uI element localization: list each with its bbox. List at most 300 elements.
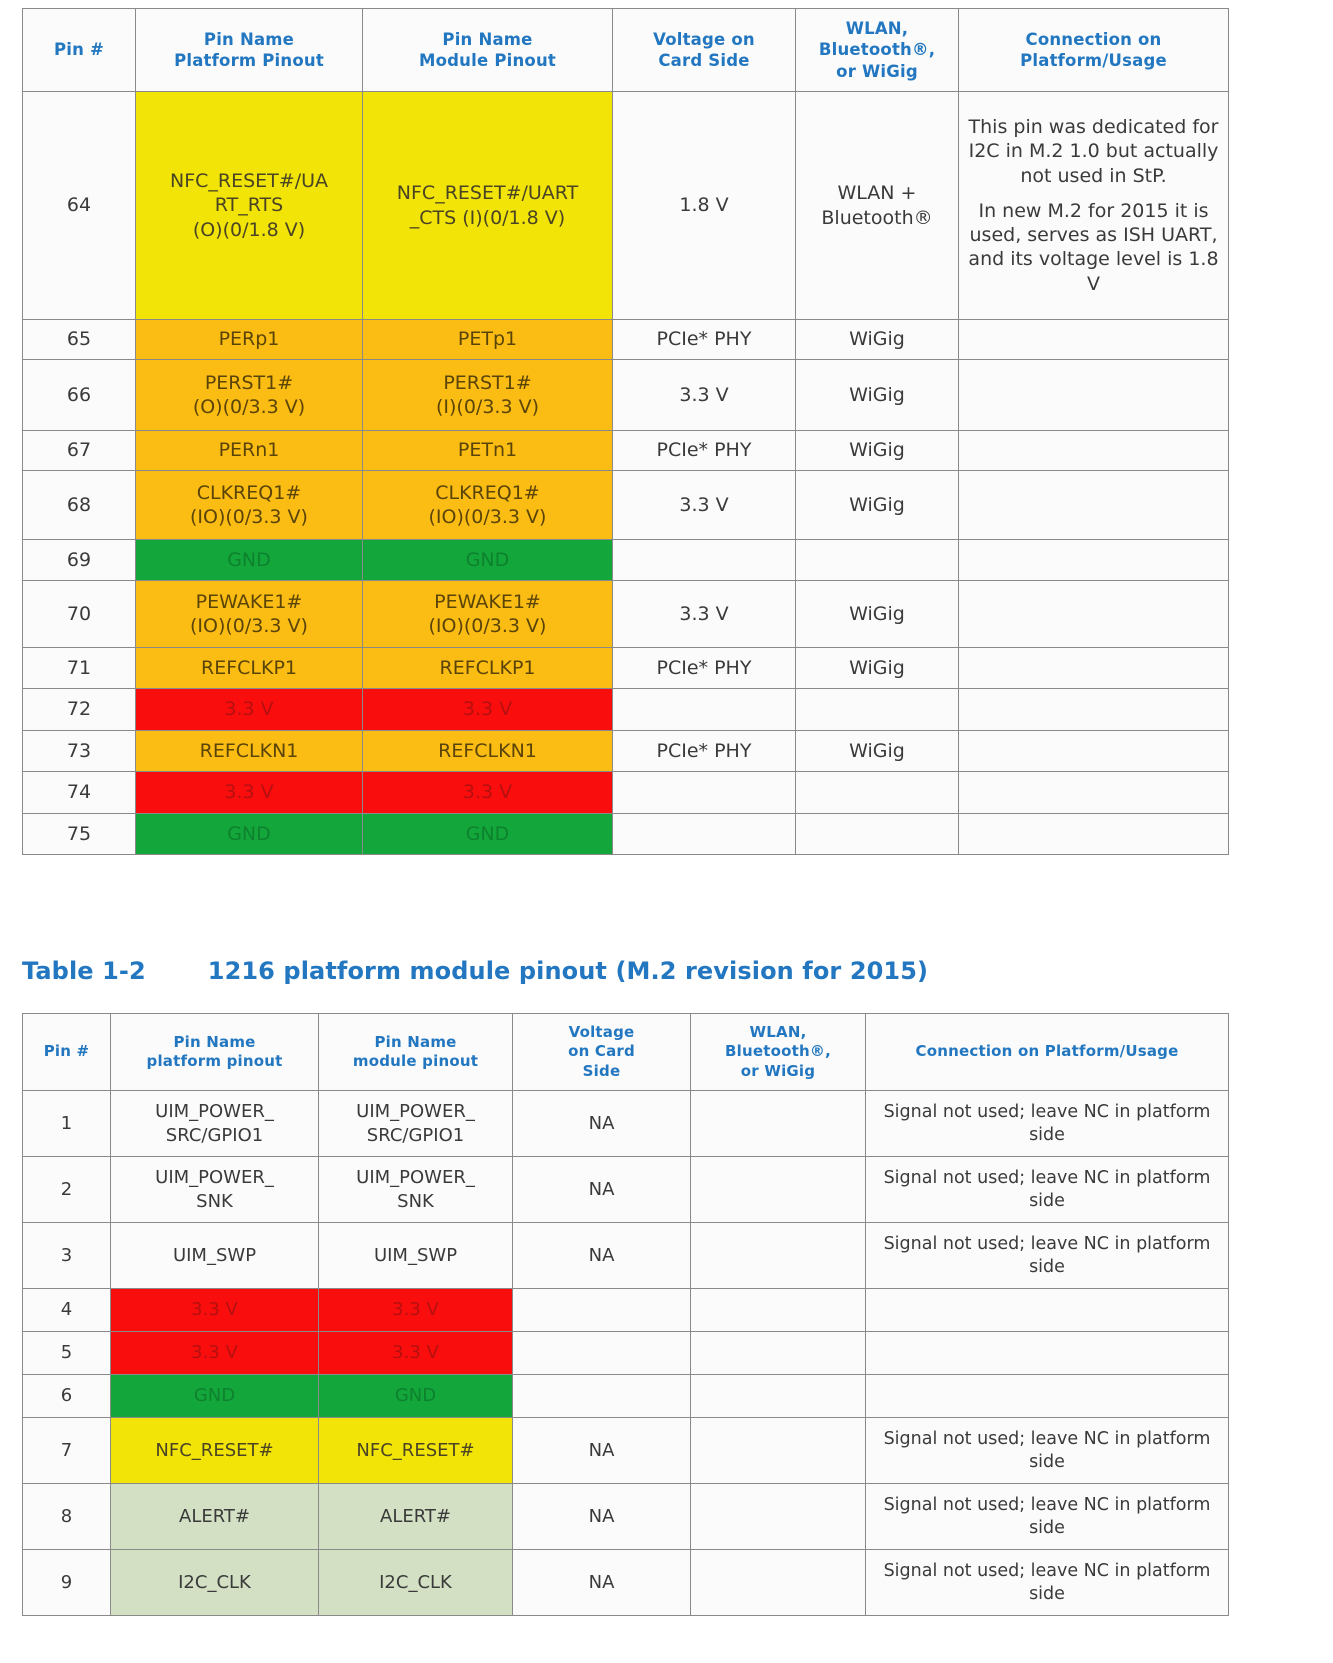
table-1-module-pin-name-line-0: PETp1: [457, 328, 518, 351]
table-1-column-header-3-line-0: Voltage on: [653, 29, 755, 49]
table-1-wlan-bt-wigig: [796, 540, 959, 581]
table-1-wlan-bt-wigig: WiGig: [796, 320, 959, 360]
table-1-body: [23, 92, 1229, 855]
pinout-table-2: [22, 1013, 1229, 1616]
table-1-connection-usage: [959, 431, 1229, 471]
table-1-pin-number: 66: [23, 360, 136, 431]
table-2-platform-pin-name-line-1: SRC/GPIO1: [165, 1124, 264, 1146]
table-1-connection-usage-paragraph-1: In new M.2 for 2015 it is used, serves as ISH UART, and its voltage level is 1.8 V: [968, 199, 1219, 295]
table-1-wlan-bt-wigig: [796, 92, 959, 320]
table-1-connection-usage: [959, 320, 1229, 360]
table-2-connection-usage: [866, 1157, 1229, 1223]
table-2-column-header-3-line-1: on Card: [568, 1042, 635, 1061]
table-1-module-pin-name-line-1: (IO)(0/3.3 V): [428, 615, 547, 637]
table-1-platform-pin-name-text: [140, 438, 358, 462]
table-1-platform-pin-name: [136, 581, 363, 648]
table-1-voltage: 3.3 V: [613, 471, 796, 540]
table-1-platform-pin-name-line-0: REFCLKN1: [199, 739, 299, 762]
table-1-module-pin-name-line-0: PETn1: [457, 439, 518, 462]
table-1-row: [23, 731, 1229, 772]
table-1-connection-usage: [959, 581, 1229, 648]
table-1-pin-number: 67: [23, 431, 136, 471]
table-2-platform-pin-name: [111, 1418, 319, 1484]
table-1-module-pin-name: [363, 540, 613, 581]
table-1-column-header-5-line-1: Platform/Usage: [1020, 51, 1167, 70]
table-1-platform-pin-name-line-1: (O)(0/3.3 V): [192, 396, 306, 418]
table-2-wlan-bt-wigig: [691, 1418, 866, 1484]
table-1-pin-number: 74: [23, 772, 136, 814]
table-2-module-pin-name: [319, 1484, 513, 1550]
table-1-voltage: PCIe* PHY: [613, 648, 796, 689]
table-1-module-pin-name: [363, 689, 613, 731]
table-2-module-pin-name-line-1: SNK: [397, 1190, 434, 1212]
table-2-connection-usage: [866, 1375, 1229, 1418]
table-1-platform-pin-name: [136, 320, 363, 360]
table-2-wlan-bt-wigig: [691, 1484, 866, 1550]
table-2-connection-usage: [866, 1332, 1229, 1375]
table-1-module-pin-name-line-0: PEWAKE1#: [434, 590, 541, 613]
table-2-connection-usage: [866, 1484, 1229, 1550]
table-1-voltage: PCIe* PHY: [613, 731, 796, 772]
table-2-column-header-3: [513, 1014, 691, 1091]
table-1-column-header-2: [363, 9, 613, 92]
table-2-platform-pin-name-line-0: UIM_SWP: [172, 1244, 257, 1266]
table-1-platform-pin-name-text: [140, 371, 358, 420]
table-1-row: [23, 689, 1229, 731]
table-2-column-header-0: [23, 1014, 111, 1091]
table-1-platform-pin-name-line-0: PERn1: [218, 439, 280, 462]
table-1-pin-number: 71: [23, 648, 136, 689]
table-2-module-pin-name: [319, 1375, 513, 1418]
table-2-module-pin-name-text: [323, 1166, 508, 1212]
table-1-pin-number: 72: [23, 689, 136, 731]
table-2-pin-number: 2: [23, 1157, 111, 1223]
pinout-table-1: [22, 8, 1229, 855]
table-1-wlan-bt-wigig: WiGig: [796, 360, 959, 431]
table-2-platform-pin-name-text: [115, 1384, 314, 1407]
table-2-column-header-4-line-1: Bluetooth®,: [725, 1042, 831, 1061]
table-2-platform-pin-name-line-0: 3.3 V: [191, 1342, 238, 1364]
table-1-platform-pin-name: [136, 814, 363, 855]
table-2-voltage: NA: [513, 1091, 691, 1157]
table-2-wlan-bt-wigig: [691, 1091, 866, 1157]
table-2-pin-number: 1: [23, 1091, 111, 1157]
table-2-platform-pin-name-line-0: UIM_POWER_: [155, 1167, 274, 1189]
table-1-module-pin-name-line-0: 3.3 V: [462, 698, 513, 721]
table-2-voltage: [513, 1375, 691, 1418]
table-2-platform-pin-name: [111, 1484, 319, 1550]
table-2-platform-pin-name-line-0: NFC_RESET#: [155, 1439, 274, 1461]
table-2-voltage: NA: [513, 1157, 691, 1223]
table-1-module-pin-name-text: [367, 181, 608, 230]
table-1-row: [23, 92, 1229, 320]
table-2-column-header-4-line-2: or WiGig: [740, 1061, 816, 1080]
table-1-voltage: 3.3 V: [613, 581, 796, 648]
table-2-pin-number: 5: [23, 1332, 111, 1375]
table-1-module-pin-name-line-0: GND: [465, 548, 510, 571]
table-1-platform-pin-name-text: [140, 822, 358, 846]
table-2-row: [23, 1332, 1229, 1375]
table-2-row: [23, 1157, 1229, 1223]
table-1-wlan-bt-wigig: WiGig: [796, 431, 959, 471]
table-1-platform-pin-name-text: [140, 548, 358, 572]
table-2-platform-pin-name: [111, 1550, 319, 1616]
table-1-module-pin-name: [363, 471, 613, 540]
table-1-connection-usage: [959, 648, 1229, 689]
table-2-column-header-0-line-0: Pin #: [43, 1042, 90, 1061]
table-1-column-header-4-line-1: Bluetooth®,: [818, 40, 936, 60]
table-2-wlan-bt-wigig: [691, 1332, 866, 1375]
table-2-caption-label: Table 1-2: [22, 957, 146, 985]
table-1-wlan-bt-wigig: [796, 772, 959, 814]
table-2-module-pin-name-text: [323, 1341, 508, 1364]
table-1-platform-pin-name-line-0: PEWAKE1#: [195, 590, 303, 613]
table-1-row: [23, 648, 1229, 689]
table-2-module-pin-name-text: [323, 1100, 508, 1146]
table-1-column-header-3-line-1: Card Side: [658, 51, 750, 70]
table-2-module-pin-name-text: [323, 1244, 508, 1267]
table-1-platform-pin-name-text: [140, 169, 358, 242]
table-1-module-pin-name: [363, 92, 613, 320]
table-2-platform-pin-name-text: [115, 1244, 314, 1267]
table-1-module-pin-name-line-0: REFCLKP1: [439, 656, 536, 679]
table-2-connection-usage-paragraph-0: Signal not used; leave NC in platform side: [883, 1495, 1211, 1538]
table-2-module-pin-name-line-0: UIM_POWER_: [356, 1167, 475, 1189]
pinout-table-1-container: [22, 8, 1228, 855]
table-1-connection-usage: [959, 540, 1229, 581]
table-2-platform-pin-name-line-0: 3.3 V: [191, 1299, 238, 1321]
table-1-column-header-4-line-0: WLAN,: [845, 19, 909, 39]
table-2-module-pin-name-line-0: 3.3 V: [392, 1342, 439, 1364]
table-1-module-pin-name-text: [367, 481, 608, 530]
table-1-pin-number: 69: [23, 540, 136, 581]
table-1-row: [23, 320, 1229, 360]
table-1-platform-pin-name: [136, 731, 363, 772]
table-2-module-pin-name-text: [323, 1439, 508, 1462]
table-1-voltage: [613, 689, 796, 731]
table-2-module-pin-name: [319, 1223, 513, 1289]
table-2-module-pin-name-line-0: UIM_POWER_: [356, 1101, 475, 1123]
table-1-column-header-1: [136, 9, 363, 92]
table-1-platform-pin-name-line-0: PERp1: [218, 328, 280, 351]
table-1-platform-pin-name: [136, 772, 363, 814]
table-2-column-header-3-line-0: Voltage: [568, 1023, 635, 1042]
table-2-platform-pin-name-line-0: GND: [193, 1385, 236, 1407]
table-1-column-header-5: [959, 9, 1229, 92]
table-2-connection-usage-paragraph-0: Signal not used; leave NC in platform side: [883, 1429, 1211, 1472]
table-1-row: [23, 772, 1229, 814]
table-2-module-pin-name-line-0: NFC_RESET#: [356, 1439, 475, 1461]
table-2-connection-usage-paragraph-0: Signal not used; leave NC in platform side: [883, 1234, 1211, 1277]
table-1-module-pin-name: [363, 360, 613, 431]
table-1-voltage: [613, 814, 796, 855]
table-1-platform-pin-name-text: [140, 656, 358, 680]
table-2-module-pin-name: [319, 1550, 513, 1616]
table-1-platform-pin-name-line-2: (O)(0/1.8 V): [192, 218, 306, 241]
table-2-caption-title: 1216 platform module pinout (M.2 revision for 2015): [207, 957, 929, 985]
table-2-connection-usage-paragraph-0: Signal not used; leave NC in platform side: [883, 1561, 1211, 1604]
table-2-platform-pin-name-line-0: UIM_POWER_: [155, 1101, 274, 1123]
table-1-module-pin-name-text: [367, 548, 608, 572]
table-1-wlan-bt-wigig: WiGig: [796, 581, 959, 648]
table-1-module-pin-name-line-1: (I)(0/3.3 V): [436, 396, 539, 418]
table-1-row: [23, 360, 1229, 431]
table-1-module-pin-name: [363, 648, 613, 689]
table-1-platform-pin-name-text: [140, 327, 358, 351]
table-1-platform-pin-name-line-0: GND: [227, 548, 271, 571]
table-2-row: [23, 1484, 1229, 1550]
table-2-connection-usage-paragraph-0: Signal not used; leave NC in platform side: [883, 1102, 1211, 1145]
table-1-platform-pin-name: [136, 92, 363, 320]
table-2-module-pin-name-text: [323, 1384, 508, 1407]
pinout-table-2-container: [22, 1013, 1228, 1616]
table-2-module-pin-name-line-0: GND: [394, 1385, 437, 1407]
table-2-module-pin-name-line-1: SRC/GPIO1: [366, 1124, 465, 1146]
table-2-module-pin-name: [319, 1418, 513, 1484]
table-1-column-header-1-line-1: Platform Pinout: [174, 51, 324, 70]
table-1-wlan-bt-wigig: [796, 814, 959, 855]
table-1-module-pin-name-line-0: REFCLKN1: [438, 739, 537, 762]
table-1-connection-usage: [959, 471, 1229, 540]
table-1-module-pin-name-line-0: CLKREQ1#: [435, 481, 540, 504]
table-1-module-pin-name-line-0: NFC_RESET#/UART: [396, 182, 579, 205]
table-2-connection-usage: [866, 1091, 1229, 1157]
table-1-wlan-bt-wigig-line-0: WLAN +: [837, 182, 917, 205]
table-1-header: [23, 9, 1229, 92]
table-2-platform-pin-name-text: [115, 1298, 314, 1321]
table-1-module-pin-name-text: [367, 656, 608, 680]
table-1-wlan-bt-wigig: WiGig: [796, 648, 959, 689]
table-2-header-row: [23, 1014, 1229, 1091]
table-2-pin-number: 8: [23, 1484, 111, 1550]
table-2-wlan-bt-wigig: [691, 1223, 866, 1289]
table-1-platform-pin-name-text: [140, 697, 358, 721]
table-2-pin-number: 4: [23, 1289, 111, 1332]
table-1-connection-usage: [959, 92, 1229, 320]
table-2-row: [23, 1289, 1229, 1332]
table-1-pin-number: 68: [23, 471, 136, 540]
table-2-pin-number: 6: [23, 1375, 111, 1418]
table-2-row: [23, 1418, 1229, 1484]
table-2-row: [23, 1091, 1229, 1157]
table-1-module-pin-name-line-1: _CTS (I)(0/1.8 V): [409, 206, 566, 229]
table-1-connection-usage: [959, 360, 1229, 431]
table-1-platform-pin-name-line-0: GND: [227, 822, 271, 845]
table-1-platform-pin-name: [136, 431, 363, 471]
table-1-pin-number: 65: [23, 320, 136, 360]
table-1-header-row: [23, 9, 1229, 92]
table-2-header: [23, 1014, 1229, 1091]
table-1-module-pin-name-line-0: PERST1#: [443, 371, 532, 394]
table-1-module-pin-name-line-1: (IO)(0/3.3 V): [428, 506, 547, 528]
table-2-body: [23, 1091, 1229, 1616]
table-1-voltage: PCIe* PHY: [613, 431, 796, 471]
table-1-column-header-3: [613, 9, 796, 92]
table-2-row: [23, 1550, 1229, 1616]
table-1-row: [23, 814, 1229, 855]
table-1-pin-number: 70: [23, 581, 136, 648]
table-2-connection-usage-paragraph-0: Signal not used; leave NC in platform side: [883, 1168, 1211, 1211]
table-1-column-header-0: [23, 9, 136, 92]
table-2-platform-pin-name-text: [115, 1341, 314, 1364]
table-2-column-header-5-line-0: Connection on Platform/Usage: [915, 1042, 1179, 1061]
table-1-pin-number: 64: [23, 92, 136, 320]
table-2-platform-pin-name-line-0: ALERT#: [179, 1505, 250, 1527]
table-2-voltage: NA: [513, 1418, 691, 1484]
table-2-column-header-4-line-0: WLAN,: [749, 1023, 807, 1042]
table-2-column-header-2-line-1: module pinout: [352, 1052, 479, 1070]
table-2-column-header-1-line-1: platform pinout: [146, 1052, 283, 1070]
table-2-connection-usage: [866, 1223, 1229, 1289]
table-2-wlan-bt-wigig: [691, 1157, 866, 1223]
table-2-module-pin-name: [319, 1157, 513, 1223]
table-1-connection-usage: [959, 689, 1229, 731]
table-2-pin-number: 3: [23, 1223, 111, 1289]
table-1-module-pin-name-text: [367, 438, 608, 462]
table-1-connection-usage: [959, 814, 1229, 855]
table-2-platform-pin-name: [111, 1157, 319, 1223]
table-1-platform-pin-name-line-1: (IO)(0/3.3 V): [190, 506, 308, 528]
table-1-row: [23, 471, 1229, 540]
table-2-platform-pin-name-text: [115, 1100, 314, 1146]
table-2-module-pin-name-line-0: UIM_SWP: [373, 1244, 458, 1266]
table-2-wlan-bt-wigig: [691, 1375, 866, 1418]
table-2-platform-pin-name-text: [115, 1439, 314, 1462]
table-2-row: [23, 1375, 1229, 1418]
table-1-platform-pin-name-line-0: PERST1#: [204, 371, 294, 394]
table-1-platform-pin-name: [136, 689, 363, 731]
table-1-pin-number: 75: [23, 814, 136, 855]
table-1-voltage: PCIe* PHY: [613, 320, 796, 360]
table-1-module-pin-name-text: [367, 822, 608, 846]
table-2-module-pin-name-line-0: I2C_CLK: [379, 1571, 452, 1593]
table-2-module-pin-name-line-0: 3.3 V: [392, 1299, 439, 1321]
table-1-wlan-bt-wigig: WiGig: [796, 471, 959, 540]
table-2-platform-pin-name-line-0: I2C_CLK: [178, 1571, 251, 1593]
table-1-column-header-4-line-2: or WiGig: [836, 61, 918, 81]
table-2-column-header-1: [111, 1014, 319, 1091]
table-1-module-pin-name: [363, 320, 613, 360]
table-1-platform-pin-name-line-0: 3.3 V: [224, 781, 274, 804]
table-1-column-header-1-line-0: Pin Name: [203, 29, 295, 49]
table-2-platform-pin-name-text: [115, 1166, 314, 1212]
table-1-module-pin-name-line-0: GND: [465, 822, 510, 845]
table-2-module-pin-name: [319, 1289, 513, 1332]
table-2-module-pin-name: [319, 1091, 513, 1157]
table-2-platform-pin-name: [111, 1223, 319, 1289]
table-1-column-header-5-line-0: Connection on: [1025, 29, 1162, 49]
table-1-column-header-0-line-0: Pin #: [53, 40, 105, 60]
table-2-platform-pin-name-text: [115, 1571, 314, 1594]
table-1-module-pin-name-text: [367, 697, 608, 721]
table-2-platform-pin-name-text: [115, 1505, 314, 1528]
table-2-voltage: [513, 1332, 691, 1375]
table-2-connection-usage: [866, 1289, 1229, 1332]
table-1-column-header-2-line-0: Pin Name: [442, 29, 533, 49]
table-1-module-pin-name: [363, 814, 613, 855]
table-1-wlan-bt-wigig: [796, 689, 959, 731]
table-1-platform-pin-name: [136, 360, 363, 431]
table-2-platform-pin-name: [111, 1332, 319, 1375]
table-2-row: [23, 1223, 1229, 1289]
table-1-module-pin-name-text: [367, 739, 608, 763]
table-2-pin-number: 7: [23, 1418, 111, 1484]
table-1-platform-pin-name-text: [140, 739, 358, 763]
table-2-connection-usage: [866, 1550, 1229, 1616]
table-1-row: [23, 540, 1229, 581]
table-1-connection-usage: [959, 772, 1229, 814]
table-2-wlan-bt-wigig: [691, 1550, 866, 1616]
table-1-wlan-bt-wigig-line-1: Bluetooth®: [821, 206, 933, 229]
table-2-module-pin-name-text: [323, 1571, 508, 1594]
table-2-caption: [22, 957, 928, 985]
table-2-voltage: [513, 1289, 691, 1332]
table-2-column-header-1-line-0: Pin Name: [173, 1032, 256, 1051]
table-1-module-pin-name-text: [367, 371, 608, 420]
table-1-platform-pin-name-line-0: REFCLKP1: [201, 656, 297, 679]
table-1-platform-pin-name: [136, 540, 363, 581]
table-2-platform-pin-name: [111, 1289, 319, 1332]
table-1-platform-pin-name-line-0: CLKREQ1#: [196, 481, 302, 504]
table-1-wlan-bt-wigig: WiGig: [796, 731, 959, 772]
table-2-module-pin-name: [319, 1332, 513, 1375]
table-2-column-header-3-line-2: Side: [582, 1061, 621, 1080]
table-1-module-pin-name: [363, 581, 613, 648]
table-1-voltage: 1.8 V: [613, 92, 796, 320]
table-1-module-pin-name-line-0: 3.3 V: [462, 781, 513, 804]
table-1-voltage: [613, 772, 796, 814]
table-1-platform-pin-name: [136, 648, 363, 689]
table-2-column-header-2: [319, 1014, 513, 1091]
table-2-module-pin-name-line-0: ALERT#: [380, 1505, 451, 1527]
table-1-platform-pin-name-line-1: RT_RTS: [214, 194, 284, 217]
table-1-platform-pin-name-line-0: 3.3 V: [224, 698, 274, 721]
table-1-column-header-2-line-1: Module Pinout: [419, 51, 556, 70]
table-1-platform-pin-name-text: [140, 590, 358, 639]
table-1-module-pin-name-text: [367, 590, 608, 639]
table-2-module-pin-name-text: [323, 1505, 508, 1528]
table-1-voltage: 3.3 V: [613, 360, 796, 431]
table-2-voltage: NA: [513, 1223, 691, 1289]
table-2-platform-pin-name: [111, 1375, 319, 1418]
table-1-platform-pin-name-text: [140, 780, 358, 804]
table-1-row: [23, 431, 1229, 471]
table-2-pin-number: 9: [23, 1550, 111, 1616]
table-1-module-pin-name: [363, 431, 613, 471]
table-2-column-header-5: [866, 1014, 1229, 1091]
table-2-connection-usage: [866, 1418, 1229, 1484]
table-1-row: [23, 581, 1229, 648]
table-2-wlan-bt-wigig: [691, 1289, 866, 1332]
table-2-platform-pin-name-line-1: SNK: [196, 1190, 233, 1212]
table-1-module-pin-name: [363, 772, 613, 814]
table-1-pin-number: 73: [23, 731, 136, 772]
table-2-column-header-4: [691, 1014, 866, 1091]
table-2-column-header-2-line-0: Pin Name: [374, 1032, 457, 1051]
table-2-module-pin-name-text: [323, 1298, 508, 1321]
table-1-module-pin-name-text: [367, 327, 608, 351]
table-1-voltage: [613, 540, 796, 581]
table-1-connection-usage: [959, 731, 1229, 772]
table-1-module-pin-name-text: [367, 780, 608, 804]
table-2-voltage: NA: [513, 1484, 691, 1550]
table-1-platform-pin-name-line-1: (IO)(0/3.3 V): [190, 615, 308, 637]
table-1-column-header-4: [796, 9, 959, 92]
table-1-module-pin-name: [363, 731, 613, 772]
table-1-platform-pin-name-text: [140, 481, 358, 530]
table-1-connection-usage-paragraph-0: This pin was dedicated for I2C in M.2 1.0 but actually not used in StP.: [968, 115, 1219, 187]
table-2-voltage: NA: [513, 1550, 691, 1616]
